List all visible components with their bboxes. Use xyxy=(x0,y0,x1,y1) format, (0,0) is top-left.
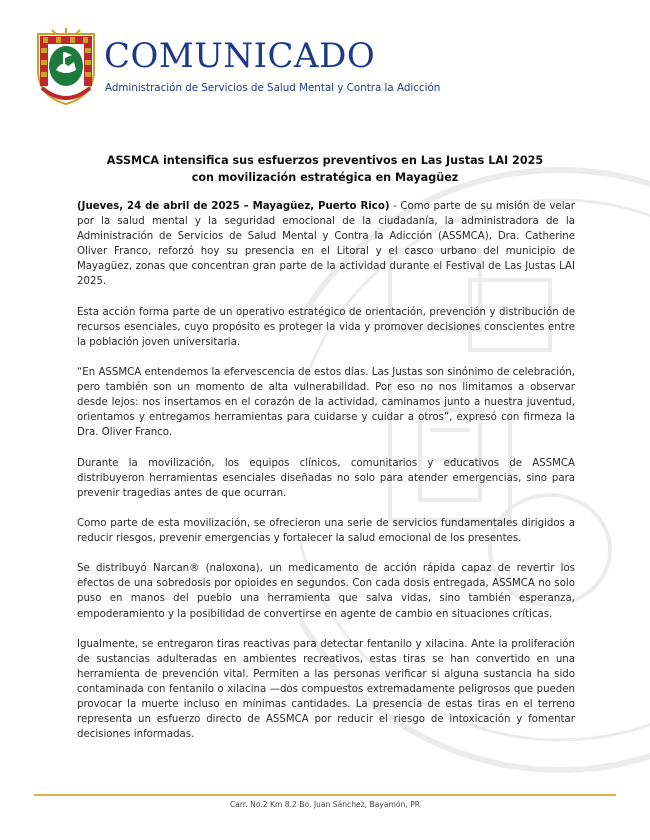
quote-paragraph: “En ASSMCA entendemos la efervescencia de estos días. Las Justas son sinónimo de celebración, pero también son un momento de alta vulnerabilidad. Por eso no nos limitamos a observar desde lejos: nos insertamos en el corazón de la actividad, caminamos junto a nuestra juventud, orientamos y entregamos herramientas para cuidarse y cuidar a otros”, expresó con firmeza la Dra. Oliver Franco. xyxy=(77,367,575,439)
agency-subtitle: Administración de Servicios de Salud Mental y Contra la Adicción xyxy=(105,82,441,94)
article-headline: ASSMCA intensifica sus esfuerzos preventivos en Las Justas LAI 2025 con movilización estratégica en Mayagüez xyxy=(106,154,544,184)
paragraph: Durante la movilización, los equipos clínicos, comunitarios y educativos de ASSMCA distribuyeron herramientas esenciales diseñadas no solo para atender emergencias, sino para prevenir tragedias antes de que ocurran. xyxy=(77,457,575,499)
article-body xyxy=(77,199,575,757)
lead-paragraph xyxy=(77,199,575,290)
puerto-rico-coat-of-arms-icon xyxy=(34,26,98,106)
paragraph: Igualmente, se entregaron tiras reactivas para detectar fentanilo y xilacina. Ante la proliferación de sustancias adulteradas en ambientes recreativos, estas tiras se han convertido en una herramienta de prevención vital. Permiten a las personas verificar si alguna sustancia ha sido contaminada con fentanilo o xilacina —dos compuestos extremadamente peligrosos que pueden provocar la muerte incluso en mínimas cantidades. La presencia de estas tiras en el terreno representa un esfuerzo directo de ASSMCA por reducir el riesgo de intoxicación y fomentar decisiones informadas. xyxy=(77,638,575,741)
letterhead xyxy=(34,26,634,106)
paragraph: Como parte de esta movilización, se ofrecieron una serie de servicios fundamentales dirigidos a reducir riesgos, prevenir emergencias y fortalecer la salud emocional de los presentes. xyxy=(77,517,575,545)
dateline: (Jueves, 24 de abril de 2025 – Mayagüez, Puerto Rico) xyxy=(77,201,390,212)
footer-divider xyxy=(34,794,616,796)
paragraph: Se distribuyó Narcan® (naloxona), un medicamento de acción rápida capaz de revertir los efectos de una sobredosis por opioides en segundos. Con cada dosis entregada, ASSMCA no solo puso en manos del pueblo una herramienta que salva vidas, sino también esperanza, empoderamiento y la posibilidad de convertirse en agente de cambio en situaciones críticas. xyxy=(77,563,575,620)
page-title: COMUNICADO xyxy=(104,36,376,76)
paragraph: Esta acción forma parte de un operativo estratégico de orientación, prevención y distribución de recursos esenciales, cuyo propósito es proteger la vida y promover decisiones conscientes entre la población joven universitaria. xyxy=(77,306,575,348)
footer-address: Carr. No.2 Km 8.2 Bo. Juan Sánchez, Bayamón, PR xyxy=(229,800,421,809)
lead-text: - Como parte de su misión de velar por la salud mental y la seguridad emocional de la ciudadanía, la administradora de la Administración de Servicios de Salud Mental y Contra la Adicción (ASSMCA), Dra. Catherine Oliver Franco, reforzó hoy su presencia en el Litoral y el casco urbano del municipio de Mayagüez, zonas que concentran gran parte de la actividad durante el Festival de Las Justas LAI 2025. xyxy=(77,201,575,288)
